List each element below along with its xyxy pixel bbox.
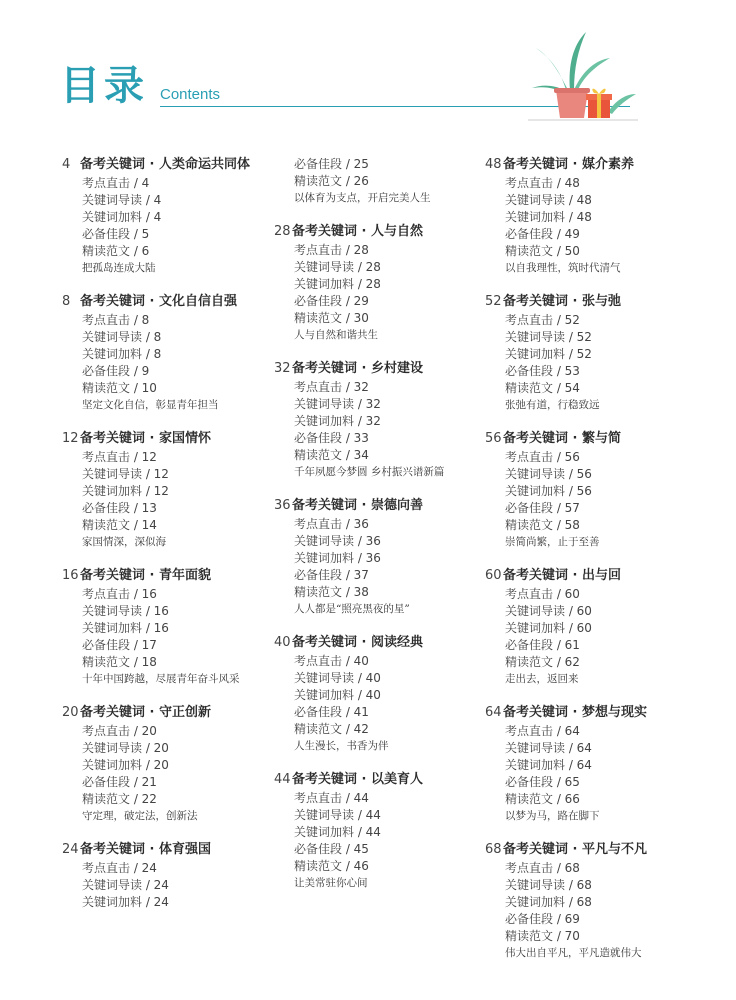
toc-entry[interactable]: 考点直击 / 68: [505, 861, 580, 875]
toc-entry[interactable]: 精读范文 / 6: [82, 244, 150, 258]
toc-entry[interactable]: 关键词加料 / 56: [505, 484, 592, 498]
toc-column-2: [274, 156, 499, 908]
toc-entry[interactable]: 关键词加料 / 60: [505, 621, 592, 635]
toc-entry[interactable]: 关键词导读 / 60: [505, 604, 592, 618]
toc-entry[interactable]: 关键词导读 / 12: [82, 467, 169, 481]
section-topic[interactable]: 备考关键词 · 乡村建设: [292, 361, 423, 376]
section-page-number: 52: [485, 294, 502, 309]
toc-entry[interactable]: 关键词导读 / 8: [82, 330, 162, 344]
toc-entry[interactable]: 关键词加料 / 52: [505, 347, 592, 361]
toc-entry[interactable]: 精读范文 / 62: [505, 655, 580, 669]
toc-section: [62, 841, 287, 911]
essay-title: 走出去，返回来: [505, 673, 579, 685]
toc-section: [274, 771, 499, 892]
essay-title: 人生漫长，书香为伴: [294, 740, 389, 752]
toc-entry[interactable]: 关键词加料 / 32: [294, 414, 381, 428]
section-page-number: 4: [62, 157, 71, 172]
section-page-number: 40: [274, 635, 291, 650]
toc-entry[interactable]: 考点直击 / 36: [294, 517, 369, 531]
toc-entry[interactable]: 考点直击 / 8: [82, 313, 150, 327]
toc-entry[interactable]: 考点直击 / 48: [505, 176, 580, 190]
section-page-number: 64: [485, 705, 502, 720]
essay-title: 以自我理性，筑时代清气: [505, 262, 621, 274]
section-page-number: 12: [62, 431, 79, 446]
toc-entry[interactable]: 关键词加料 / 12: [82, 484, 169, 498]
section-page-number: 20: [62, 705, 79, 720]
toc-entry[interactable]: 必备佳段 / 21: [82, 775, 157, 789]
toc-entry[interactable]: 必备佳段 / 17: [82, 638, 157, 652]
toc-entry[interactable]: 必备佳段 / 65: [505, 775, 580, 789]
toc-entry[interactable]: 精读范文 / 66: [505, 792, 580, 806]
section-topic[interactable]: 备考关键词 · 平凡与不凡: [503, 842, 647, 857]
toc-entry[interactable]: 关键词加料 / 68: [505, 895, 592, 909]
toc-entry[interactable]: 考点直击 / 56: [505, 450, 580, 464]
section-page-number: 36: [274, 498, 291, 513]
page-subtitle: Contents: [160, 86, 221, 103]
toc-entry[interactable]: 必备佳段 / 37: [294, 568, 369, 582]
toc-entry[interactable]: 精读范文 / 46: [294, 859, 369, 873]
toc-section: [62, 430, 287, 551]
toc-entry[interactable]: 关键词导读 / 36: [294, 534, 381, 548]
toc-entry[interactable]: 关键词加料 / 28: [294, 277, 381, 291]
toc-section: [274, 497, 499, 618]
section-topic[interactable]: 备考关键词 · 人与自然: [292, 224, 423, 239]
essay-title: 崇简尚繁，止于至善: [505, 536, 600, 548]
section-topic[interactable]: 备考关键词 · 张与弛: [503, 294, 621, 309]
toc-entry[interactable]: 关键词导读 / 20: [82, 741, 169, 755]
toc-entry[interactable]: 精读范文 / 38: [294, 585, 369, 599]
toc-entry[interactable]: 精读范文 / 22: [82, 792, 157, 806]
section-page-number: 44: [274, 772, 291, 787]
toc-entry[interactable]: 关键词导读 / 4: [82, 193, 162, 207]
toc-entry[interactable]: 关键词加料 / 64: [505, 758, 592, 772]
section-page-number: 60: [485, 568, 502, 583]
essay-title: 守定理，破定法，创新法: [82, 810, 198, 822]
toc-entry[interactable]: 精读范文 / 18: [82, 655, 157, 669]
section-page-number: 8: [62, 294, 71, 309]
toc-entry[interactable]: 必备佳段 / 49: [505, 227, 580, 241]
essay-title: 以体育为支点，开启完美人生: [294, 192, 431, 204]
section-page-number: 28: [274, 224, 291, 239]
toc-entry[interactable]: 关键词导读 / 56: [505, 467, 592, 481]
potted-plant-gift-illustration: [528, 30, 638, 125]
toc-entry[interactable]: 关键词导读 / 68: [505, 878, 592, 892]
toc-entry[interactable]: 关键词导读 / 44: [294, 808, 381, 822]
section-topic[interactable]: 备考关键词 · 文化自信自强: [80, 294, 237, 309]
toc-entry[interactable]: 关键词加料 / 36: [294, 551, 381, 565]
toc-entry[interactable]: 关键词加料 / 8: [82, 347, 162, 361]
toc-entry[interactable]: 考点直击 / 4: [82, 176, 150, 190]
toc-entry[interactable]: 精读范文 / 34: [294, 448, 369, 462]
toc-entry[interactable]: 关键词导读 / 28: [294, 260, 381, 274]
toc-entry[interactable]: 必备佳段 / 57: [505, 501, 580, 515]
toc-entry[interactable]: 必备佳段 / 13: [82, 501, 157, 515]
section-topic[interactable]: 备考关键词 · 守正创新: [80, 705, 211, 720]
toc-entry[interactable]: 必备佳段 / 69: [505, 912, 580, 926]
section-topic[interactable]: 备考关键词 · 媒介素养: [503, 157, 634, 172]
page-title: 目录: [60, 63, 148, 109]
toc-entry[interactable]: 关键词导读 / 48: [505, 193, 592, 207]
toc-entry[interactable]: 精读范文 / 42: [294, 722, 369, 736]
toc-entry[interactable]: 考点直击 / 16: [82, 587, 157, 601]
toc-section: [62, 156, 287, 277]
toc-entry[interactable]: 关键词加料 / 4: [82, 210, 162, 224]
toc-entry[interactable]: 关键词加料 / 44: [294, 825, 381, 839]
section-page-number: 48: [485, 157, 502, 172]
essay-title: 伟大出自平凡，平凡造就伟大: [505, 947, 642, 959]
essay-title: 人与自然和谐共生: [294, 329, 378, 341]
toc-entry[interactable]: 考点直击 / 24: [82, 861, 157, 875]
toc-entry[interactable]: 关键词加料 / 40: [294, 688, 381, 702]
section-page-number: 32: [274, 361, 291, 376]
toc-entry[interactable]: 考点直击 / 52: [505, 313, 580, 327]
essay-title: 家国情深，深似海: [82, 536, 166, 548]
toc-entry[interactable]: 必备佳段 / 9: [82, 364, 150, 378]
toc-section: [485, 156, 710, 277]
toc-section: [485, 704, 710, 825]
toc-section: [62, 704, 287, 825]
toc-entry[interactable]: 关键词导读 / 52: [505, 330, 592, 344]
toc-entry[interactable]: 精读范文 / 26: [294, 174, 369, 188]
section-topic[interactable]: 备考关键词 · 以美育人: [292, 772, 423, 787]
toc-entry[interactable]: 关键词导读 / 24: [82, 878, 169, 892]
toc-entry[interactable]: 考点直击 / 32: [294, 380, 369, 394]
section-topic[interactable]: 备考关键词 · 崇德向善: [292, 498, 423, 513]
toc-entry[interactable]: 关键词加料 / 48: [505, 210, 592, 224]
toc-entry[interactable]: 精读范文 / 14: [82, 518, 157, 532]
toc-entry[interactable]: 必备佳段 / 53: [505, 364, 580, 378]
toc-column-1: [62, 156, 287, 927]
essay-title: 人人都是“照亮黑夜的星”: [294, 603, 410, 615]
toc-entry[interactable]: 考点直击 / 64: [505, 724, 580, 738]
toc-entry[interactable]: 必备佳段 / 61: [505, 638, 580, 652]
toc-column-3: [485, 156, 710, 978]
essay-title: 十年中国跨越，尽展青年奋斗风采: [82, 673, 240, 685]
toc-entry[interactable]: 关键词加料 / 20: [82, 758, 169, 772]
section-topic[interactable]: 备考关键词 · 青年面貌: [80, 568, 211, 583]
toc-entry[interactable]: 精读范文 / 10: [82, 381, 157, 395]
toc-entry[interactable]: 考点直击 / 28: [294, 243, 369, 257]
toc-entry[interactable]: 考点直击 / 40: [294, 654, 369, 668]
essay-title: 张弛有道，行稳致远: [505, 399, 600, 411]
toc-entry[interactable]: 关键词导读 / 32: [294, 397, 381, 411]
toc-section: [485, 567, 710, 688]
toc-entry[interactable]: 考点直击 / 12: [82, 450, 157, 464]
section-page-number: 68: [485, 842, 502, 857]
section-topic[interactable]: 备考关键词 · 家国情怀: [80, 431, 211, 446]
section-page-number: 56: [485, 431, 502, 446]
toc-entry[interactable]: 精读范文 / 54: [505, 381, 580, 395]
toc-entry[interactable]: 精读范文 / 50: [505, 244, 580, 258]
essay-title: 让美常驻你心间: [294, 877, 368, 889]
toc-section: [485, 293, 710, 414]
toc-entry[interactable]: 必备佳段 / 29: [294, 294, 369, 308]
essay-title: 千年夙愿今梦圆 乡村振兴谱新篇: [294, 466, 445, 478]
toc-section: [485, 841, 710, 962]
toc-entry[interactable]: 必备佳段 / 45: [294, 842, 369, 856]
toc-entry[interactable]: 必备佳段 / 5: [82, 227, 150, 241]
toc-entry[interactable]: 关键词导读 / 64: [505, 741, 592, 755]
toc-entry[interactable]: 考点直击 / 20: [82, 724, 157, 738]
toc-section: [62, 567, 287, 688]
section-page-number: 24: [62, 842, 79, 857]
section-topic[interactable]: 备考关键词 · 体育强国: [80, 842, 211, 857]
toc-entry[interactable]: 必备佳段 / 41: [294, 705, 369, 719]
toc-entry[interactable]: 关键词加料 / 24: [82, 895, 169, 909]
toc-section: [485, 430, 710, 551]
toc-section-continued: [274, 156, 499, 207]
toc-section: [274, 223, 499, 344]
section-topic[interactable]: 备考关键词 · 出与回: [503, 568, 621, 583]
toc-entry[interactable]: 精读范文 / 58: [505, 518, 580, 532]
toc-entry[interactable]: 考点直击 / 44: [294, 791, 369, 805]
toc-section: [274, 634, 499, 755]
toc-entry[interactable]: 关键词导读 / 16: [82, 604, 169, 618]
toc-entry[interactable]: 精读范文 / 30: [294, 311, 369, 325]
toc-section: [62, 293, 287, 414]
toc-entry[interactable]: 关键词加料 / 16: [82, 621, 169, 635]
essay-title: 坚定文化自信，彰显青年担当: [82, 399, 219, 411]
toc-entry[interactable]: 考点直击 / 60: [505, 587, 580, 601]
toc-entry[interactable]: 必备佳段 / 25: [294, 157, 369, 171]
essay-title: 以梦为马，路在脚下: [505, 810, 600, 822]
toc-entry[interactable]: 必备佳段 / 33: [294, 431, 369, 445]
section-topic[interactable]: 备考关键词 · 繁与简: [503, 431, 621, 446]
toc-entry[interactable]: 精读范文 / 70: [505, 929, 580, 943]
toc-entry[interactable]: 关键词导读 / 40: [294, 671, 381, 685]
section-topic[interactable]: 备考关键词 · 人类命运共同体: [80, 157, 250, 172]
essay-title: 把孤岛连成大陆: [82, 262, 156, 274]
toc-section: [274, 360, 499, 481]
section-topic[interactable]: 备考关键词 · 阅读经典: [292, 635, 423, 650]
section-page-number: 16: [62, 568, 79, 583]
section-topic[interactable]: 备考关键词 · 梦想与现实: [503, 705, 647, 720]
